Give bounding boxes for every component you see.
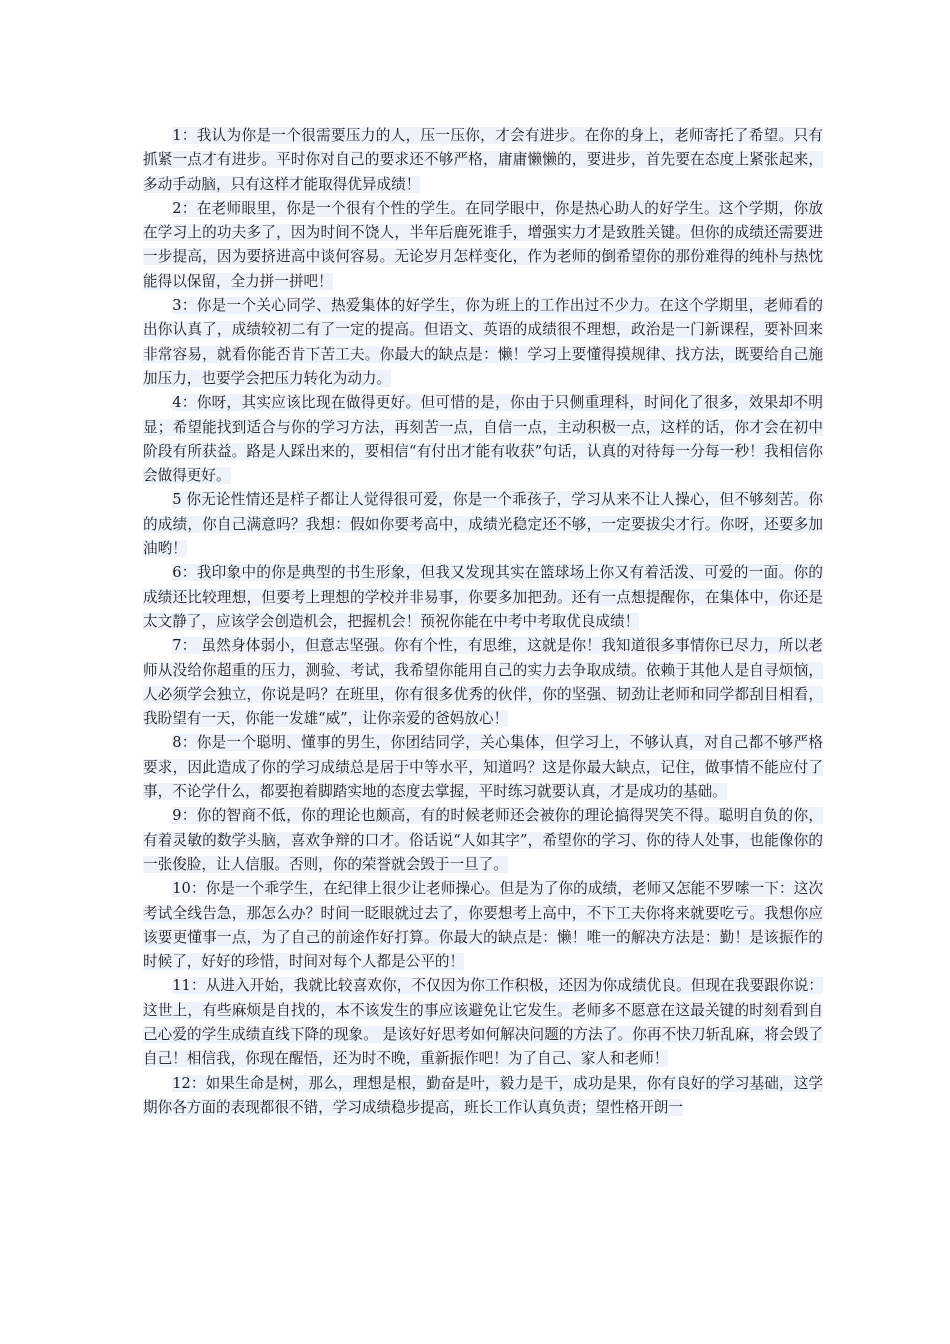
comment-paragraph-1: 1：我认为你是一个很需要压力的人，压一压你，才会有进步。在你的身上，老师寄托了希望。只有抓紧一点才有进步。平时你对自己的要求还不够严格，庸庸懒懒的，要进步，首先要在态度上紧张起来，多动手动脑，只有这样才能取得优异成绩！ (143, 127, 823, 193)
comment-paragraph-9: 9：你的智商不低，你的理论也颇高，有的时候老师还会被你的理论搞得哭笑不得。聪明自负的你，有着灵敏的数学头脑，喜欢争辩的口才。俗话说“人如其字”，希望你的学习、你的待人处事，也能像你的一张俊脸，让人信服。否则，你的荣誉就会毁于一旦了。 (143, 807, 823, 873)
comment-paragraph-5: 5 你无论性情还是样子都让人觉得很可爱，你是一个乖孩子，学习从来不让人操心，但不够刻苦。你的成绩，你自己满意吗？我想：假如你要考高中，成绩光稳定还不够，一定要拔尖才行。你呀，还要多加油哟！ (143, 491, 823, 558)
comment-paragraph-12: 12：如果生命是树，那么，理想是根，勤奋是叶，毅力是干，成功是果，你有良好的学习基础，这学期你各方面的表现都很不错，学习成绩稳步提高，班长工作认真负责；望性格开朗一 (143, 1074, 823, 1116)
comment-paragraph-10: 10：你是一个乖学生，在纪律上很少让老师操心。但是为了你的成绩，老师又怎能不罗嗦一下：这次考试全线告急，那怎么办？时间一眨眼就过去了，你要想考上高中，不下工夫你将来就要吃亏。我想你应该要更懂事一点，为了自己的前途作好打算。你最大的缺点是：懒！唯一的解决方法是：勤！是该振作的时候了，好好的珍惜，时间对每个人都是公平的！ (143, 880, 823, 971)
comment-paragraph-2: 2：在老师眼里，你是一个很有个性的学生。在同学眼中，你是热心助人的好学生。这个学期，你放在学习上的功夫多了，因为时间不饶人，半年后鹿死谁手，增强实力才是致胜关键。但你的成绩还需要进一步提高，因为要挤进高中谈何容易。无论岁月怎样变化，作为老师的倒希望你的那份难得的纯朴与热忱能得以保留，全力拼一拼吧！ (143, 199, 823, 290)
document-body (143, 124, 823, 1120)
comment-paragraph-7: 7： 虽然身体弱小，但意志坚强。你有个性，有思维，这就是你！我知道很多事情你已尽力，所以老师从没给你超重的压力，测验、考试，我希望你能用自己的实力去争取成绩。依赖于其他人是自寻烦恼，人必须学会独立，你说是吗？在班里，你有很多优秀的伙伴，你的坚强、韧劲让老师和同学都刮目相看，我盼望有一天，你能一发雄“威”，让你亲爱的爸妈放心！ (143, 637, 823, 728)
comment-paragraph-4: 4：你呀，其实应该比现在做得更好。但可惜的是，你由于只侧重理科，时间化了很多，效果却不明显；希望能找到适合与你的学习方法，再刻苦一点，自信一点，主动积极一点，这样的话，你才会在初中阶段有所获益。路是人踩出来的，要相信“有付出才能有收获”句话，认真的对待每一分每一秒！我相信你会做得更好。 (143, 394, 823, 485)
comment-paragraph-3: 3：你是一个关心同学、热爱集体的好学生，你为班上的工作出过不少力。在这个学期里，老师看的出你认真了，成绩较初二有了一定的提高。但语文、英语的成绩很不理想，政治是一门新课程，要补回来非常容易，就看你能否肯下苦工夫。你最大的缺点是：懒！学习上要懂得摸规律、找方法，既要给自己施加压力，也要学会把压力转化为动力。 (143, 297, 823, 387)
comment-paragraph-6: 6：我印象中的你是典型的书生形象，但我又发现其实在篮球场上你又有着活泼、可爱的一面。你的成绩还比较理想，但要考上理想的学校并非易事，你要多加把劲。还有一点想提醒你，在集体中，你还是太文静了，应该学会创造机会，把握机会！预祝你能在中考中考取优良成绩！ (143, 564, 823, 630)
comment-paragraph-8: 8：你是一个聪明、懂事的男生，你团结同学，关心集体，但学习上，不够认真，对自己都不够严格要求，因此造成了你的学习成绩总是居于中等水平，知道吗？这是你最大缺点，记住，做事情不能应付了事，不论学什么，都要抱着脚踏实地的态度去掌握，平时练习就要认真，才是成功的基础。 (143, 734, 823, 801)
comment-paragraph-11: 11：从进入开始，我就比较喜欢你，不仅因为你工作积极，还因为你成绩优良。但现在我要跟你说：这世上，有些麻烦是自找的，本不该发生的事应该避免让它发生。老师多不愿意在这最关键的时刻看到自己心爱的学生成绩直线下降的现象。 是该好好思考如何解决问题的方法了。你再不快刀斩乱麻，将会毁了自己！相信我，你现在醒悟，还为时不晚，重新振作吧！为了自己、家人和老师！ (143, 977, 823, 1068)
